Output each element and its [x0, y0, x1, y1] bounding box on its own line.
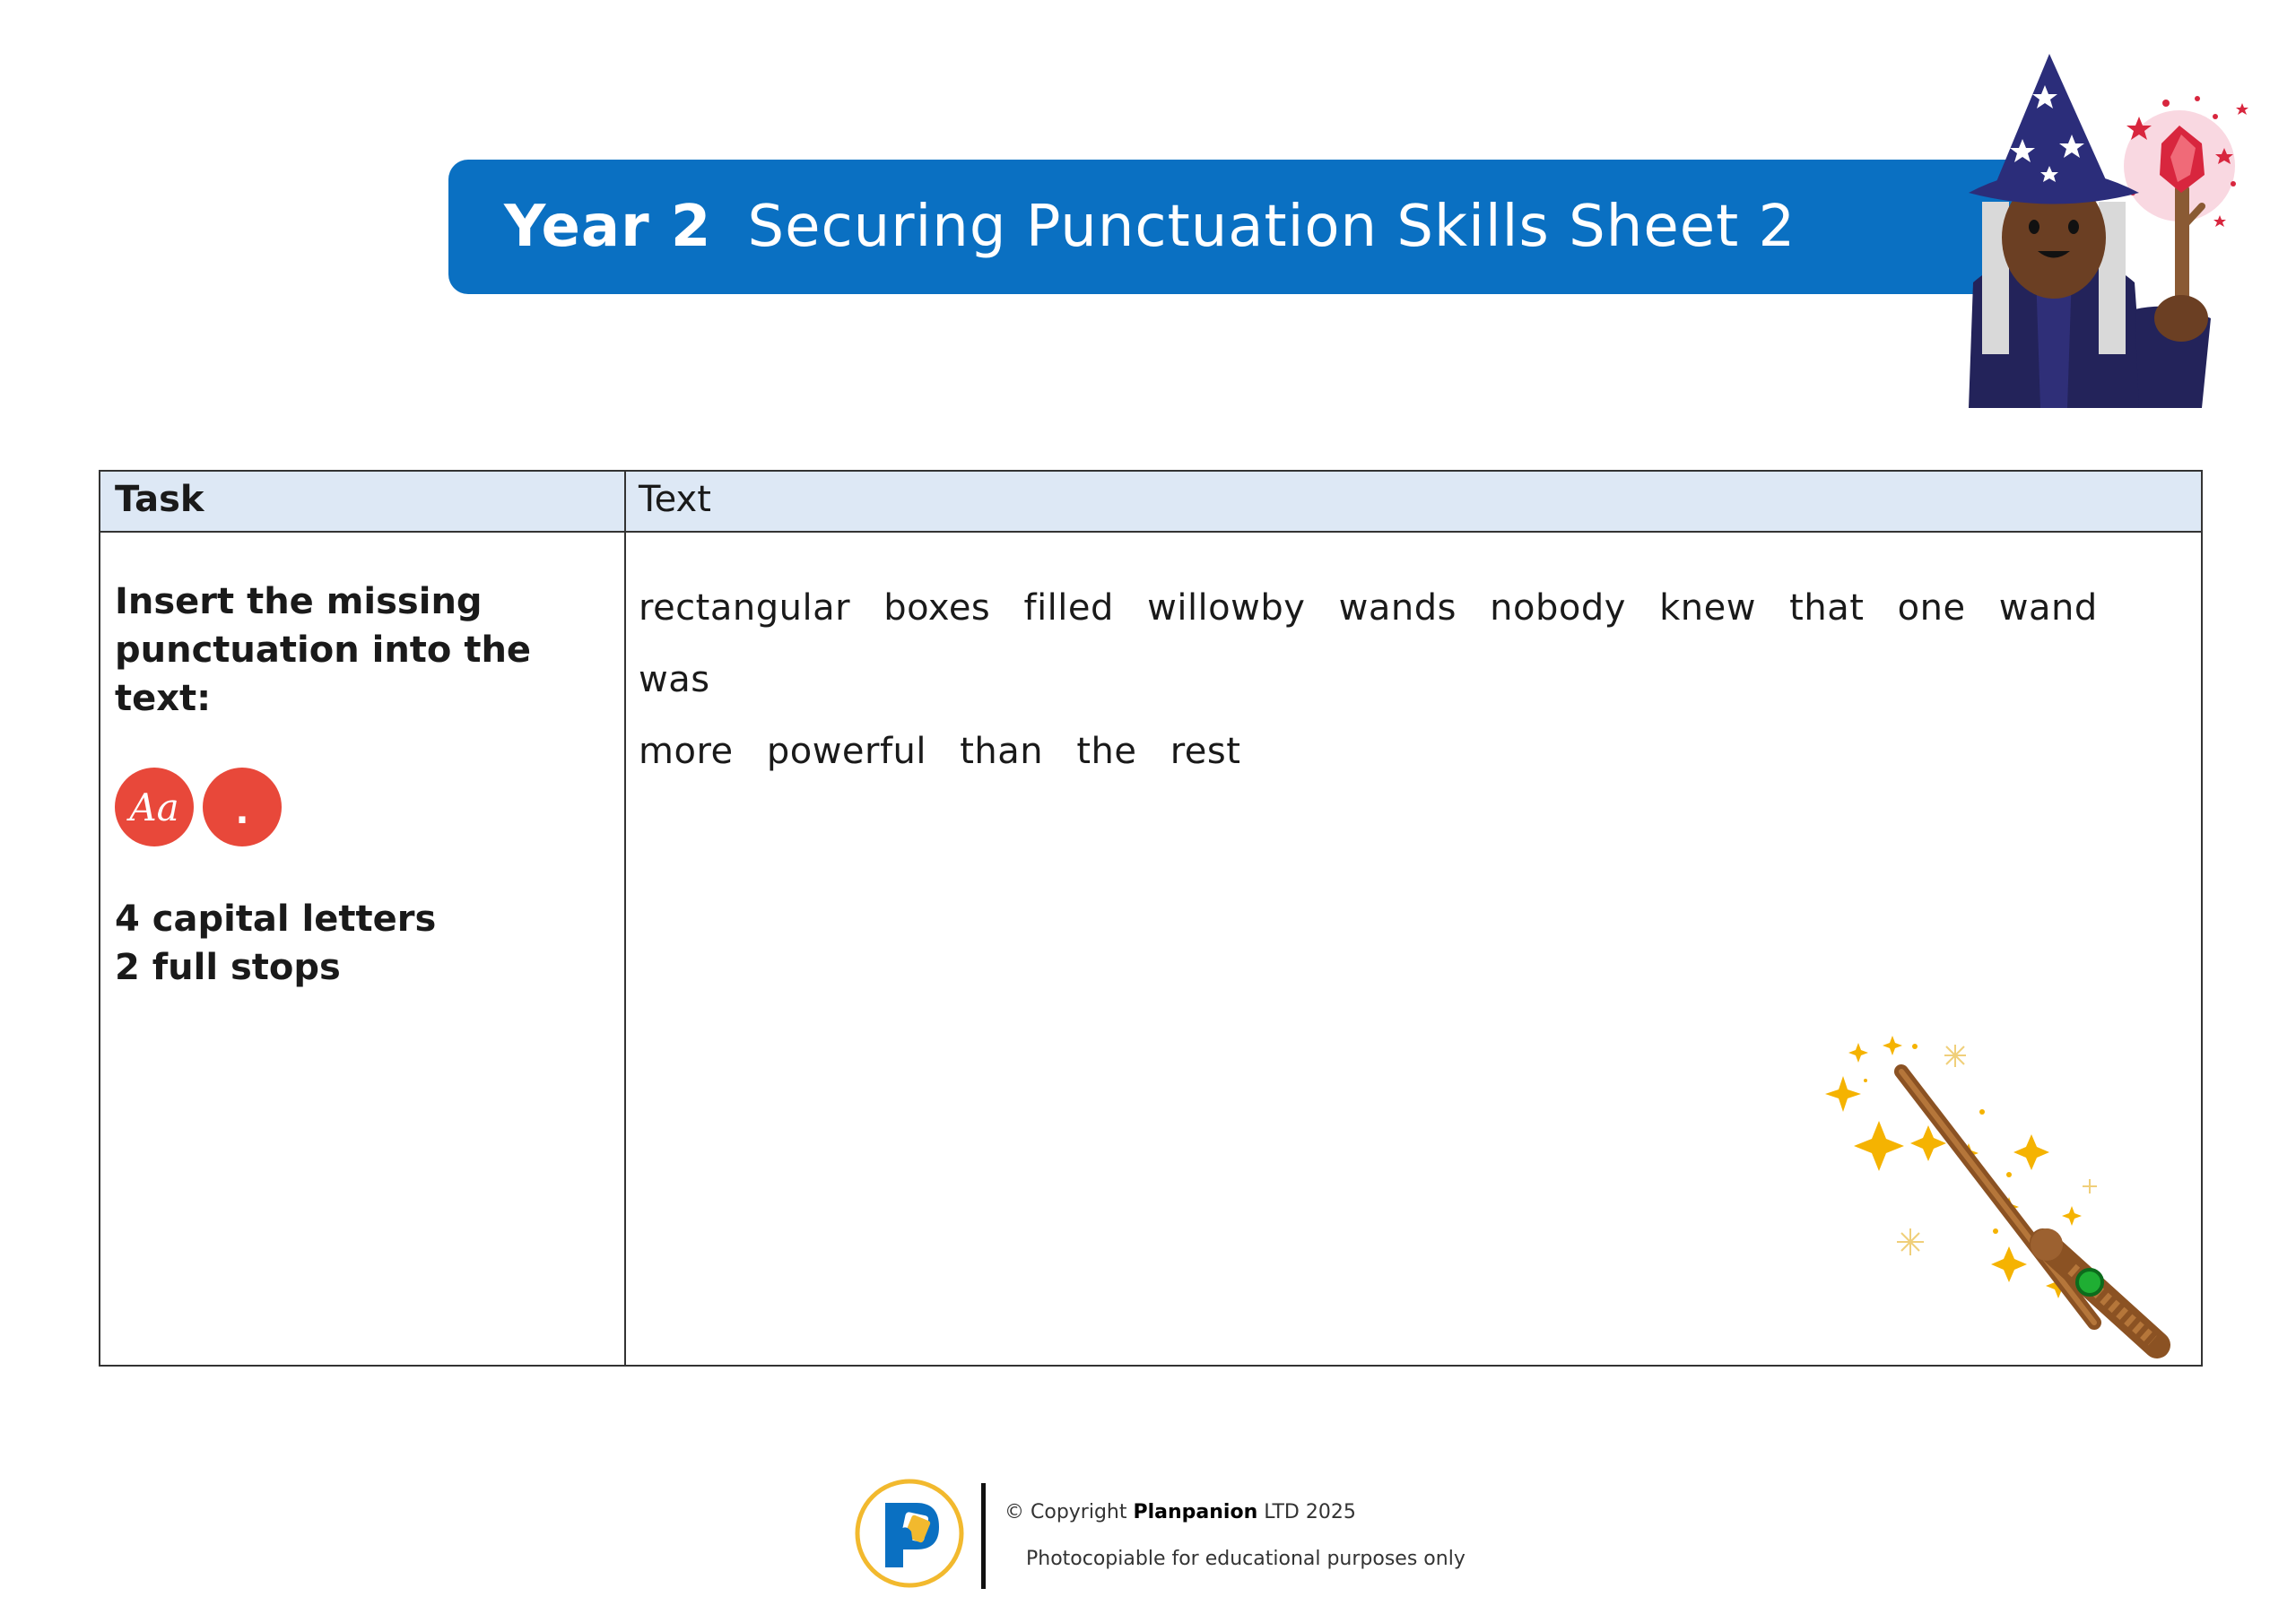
count-capitals: 4 capital letters: [115, 898, 437, 940]
header-text: Text: [639, 479, 711, 520]
capital-letter-icon: Aa: [115, 768, 194, 846]
title-banner: [448, 160, 2027, 294]
instruction-line-2: punctuation into the text:: [115, 629, 532, 719]
photocopy-note: Photocopiable for educational purposes only: [1026, 1548, 1465, 1570]
instruction-line-1: Insert the missing: [115, 581, 483, 622]
magic-wand-illustration: [1803, 1027, 2188, 1358]
text-cell: [639, 572, 2181, 787]
banner-year: Year 2: [504, 194, 712, 260]
full-stop-icon: .: [203, 768, 282, 846]
passage-line-1: rectangular boxes filled willowby wands nobody knew that one wand was: [639, 587, 2098, 700]
planpanion-logo-icon: [854, 1478, 965, 1589]
column-divider: [624, 472, 626, 1365]
header-task: Task: [115, 479, 204, 520]
task-cell: [115, 577, 617, 992]
brand-name: Planpanion: [1133, 1501, 1258, 1523]
passage-text: [639, 572, 2181, 787]
copyright-text: © Copyright Planpanion LTD 2025: [1004, 1501, 1356, 1523]
punctuation-counts: [115, 895, 617, 992]
table-header-row: [100, 472, 2201, 533]
wizard-illustration: [1955, 49, 2278, 412]
task-instruction: [115, 577, 617, 723]
banner-title: Securing Punctuation Skills Sheet 2: [747, 194, 1796, 260]
passage-line-2: more powerful than the rest: [639, 731, 1241, 772]
punctuation-badges: [115, 768, 617, 846]
count-fullstops: 2 full stops: [115, 947, 341, 988]
footer-divider: [981, 1483, 986, 1589]
footer: [854, 1478, 1500, 1594]
